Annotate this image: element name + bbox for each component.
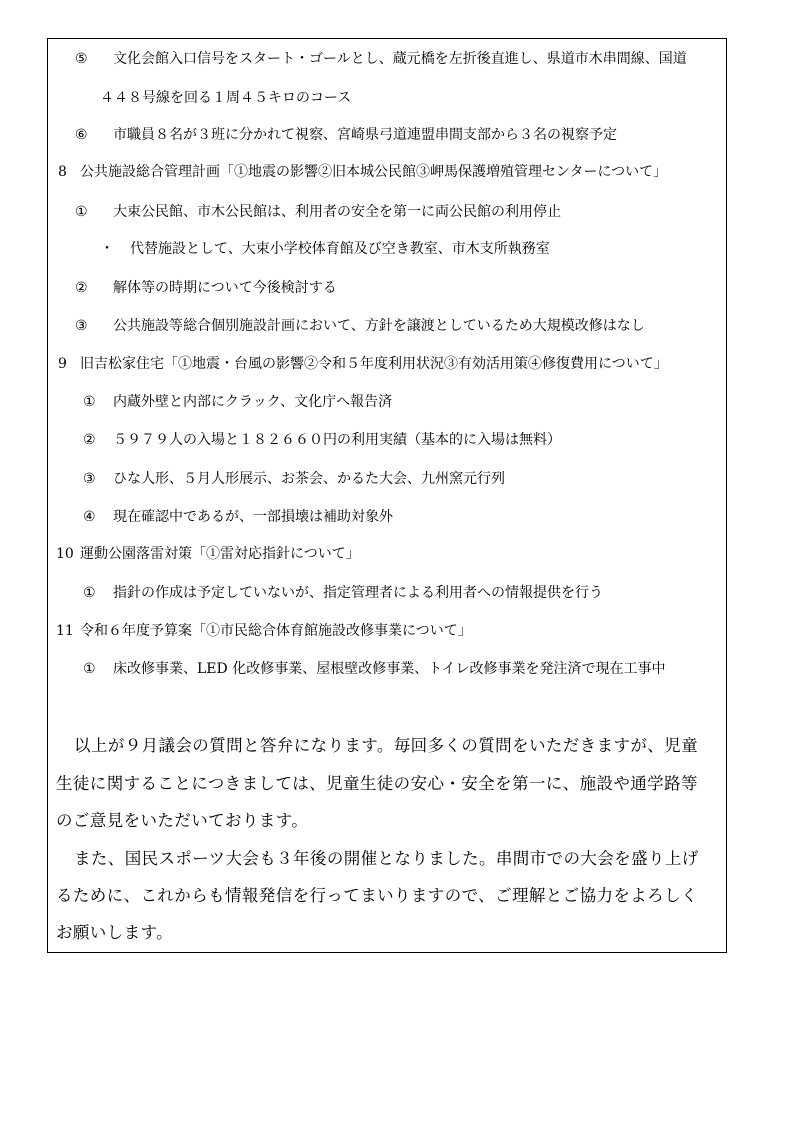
closing-paragraph-line: のご意見をいただいております。	[56, 811, 309, 830]
closing-paragraph-line: 生徒に関することにつきましては、児童生徒の安心・安全を第一に、施設や通学路等	[56, 774, 698, 793]
item-text: ４４８号線を回る１周４５キロのコース	[100, 90, 352, 106]
item-text: 代替施設として、大束小学校体育館及び空き教室、市木支所執務室	[130, 241, 550, 257]
section-number: 8	[58, 164, 67, 180]
item-marker: ③	[75, 318, 88, 334]
item-text: 床改修事業、LED 化改修事業、屋根壁改修事業、トイレ改修事業を発注済で現在工事中	[113, 661, 666, 677]
item-marker: ①	[83, 661, 96, 677]
section-heading: 令和６年度予算案「①市民総合体育館施設改修事業について」	[80, 623, 472, 639]
item-text: 公共施設等総合個別施設計画において、方針を譲渡としているため大規模改修はなし	[113, 318, 645, 334]
closing-paragraph-line: また、国民スポーツ大会も３年後の開催となりました。串間市での大会を盛り上げ	[74, 849, 699, 868]
item-marker: ②	[83, 432, 96, 448]
item-marker: ①	[83, 585, 96, 601]
item-marker: ④	[83, 509, 96, 525]
closing-paragraph-line: 以上が９月議会の質問と答弁になります。毎回多くの質問をいただきますが、児童	[74, 736, 698, 755]
closing-paragraph-line: るために、これからも情報発信を行ってまいりますので、ご理解とご協力をよろしく	[56, 886, 698, 905]
item-marker: ②	[75, 280, 88, 296]
section-number: 11	[56, 623, 74, 639]
item-marker: ①	[75, 204, 88, 220]
item-marker: ⑤	[75, 51, 88, 67]
bullet-marker: ・	[100, 241, 114, 257]
item-text: 現在確認中であるが、一部損壊は補助対象外	[113, 509, 393, 525]
item-text: ひな人形、５月人形展示、お茶会、かるた大会、九州窯元行列	[113, 471, 505, 487]
item-text: 内蔵外壁と内部にクラック、文化庁へ報告済	[113, 394, 393, 410]
item-marker: ①	[83, 394, 96, 410]
section-heading: 運動公園落雷対策「①雷対応指針について」	[80, 546, 360, 562]
item-text: ５９７９人の入場と１８２６６０円の利用実績（基本的に入場は無料）	[113, 432, 561, 448]
item-text: 文化会館入口信号をスタート・ゴールとし、蔵元橋を左折後直進し、県道市木串間線、国道	[113, 51, 687, 67]
item-text: 市職員８名が３班に分かれて視察、宮崎県弓道連盟串間支部から３名の視察予定	[113, 127, 617, 143]
section-number: 9	[58, 356, 67, 372]
item-text: 大束公民館、市木公民館は、利用者の安全を第一に両公民館の利用停止	[113, 204, 561, 220]
item-text: 解体等の時期について今後検討する	[113, 280, 337, 296]
closing-paragraph-line: お願いします。	[56, 923, 173, 942]
section-number: 10	[56, 546, 74, 562]
section-heading: 公共施設総合管理計画「①地震の影響②旧本城公民館③岬馬保護増殖管理センターについて」	[80, 164, 668, 180]
item-marker: ⑥	[75, 127, 88, 143]
item-marker: ③	[83, 471, 96, 487]
item-text: 指針の作成は予定していないが、指定管理者による利用者への情報提供を行う	[113, 585, 603, 601]
section-heading: 旧吉松家住宅「①地震・台風の影響②令和５年度利用状況③有効活用策④修復費用について」	[80, 356, 668, 372]
